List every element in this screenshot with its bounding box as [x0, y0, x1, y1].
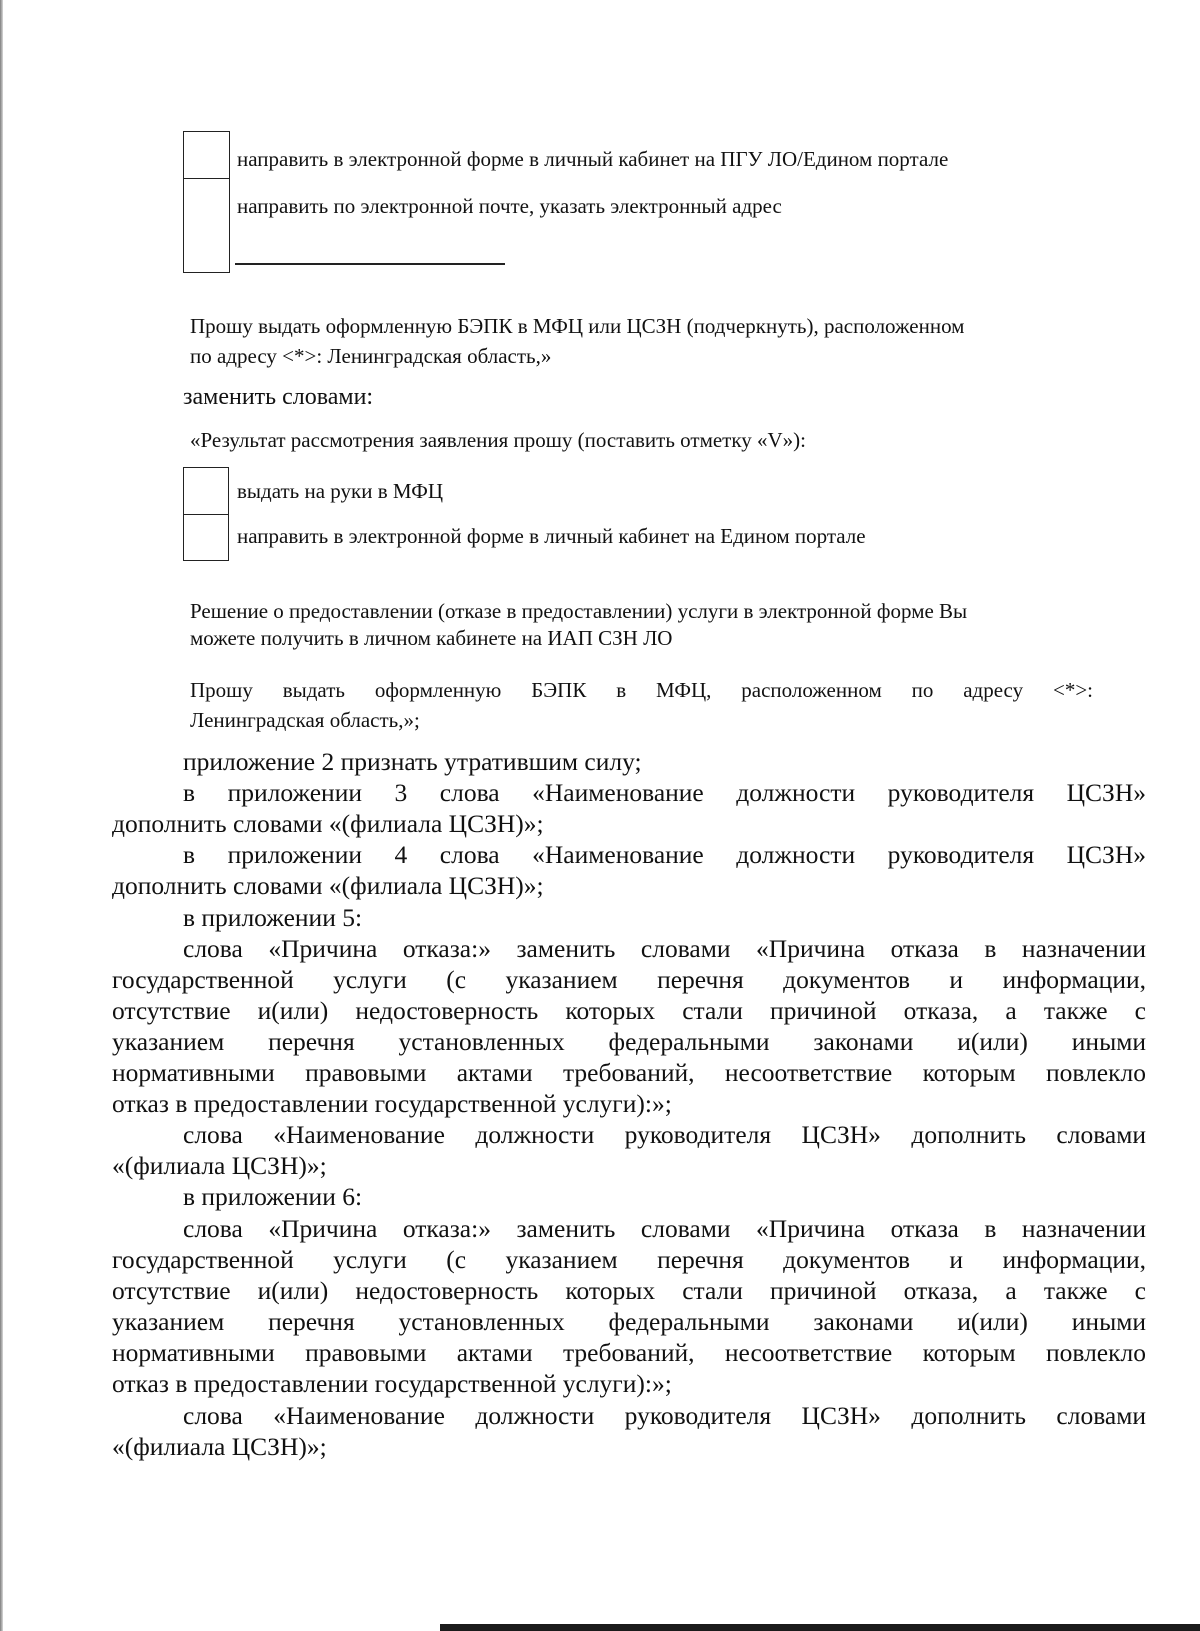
amendment-line: в приложении 4 слова «Наименование должности руководителя ЦСЗН» — [183, 840, 1146, 869]
email-address-line — [235, 263, 505, 265]
checkbox-new-option-2[interactable] — [183, 514, 229, 561]
amendment-line: в приложении 3 слова «Наименование должности руководителя ЦСЗН» — [183, 778, 1146, 807]
amendment-line: дополнить словами «(филиала ЦСЗН)»; — [112, 809, 544, 838]
new-issue-line-2: Ленинградская область,»; — [190, 708, 420, 732]
new-form-intro: «Результат рассмотрения заявления прошу (поставить отметку «V»): — [190, 428, 807, 452]
old-option-1-label: направить в электронной форме в личный кабинет на ПГУ ЛО/Едином портале — [237, 147, 949, 171]
decision-line-1: Решение о предоставлении (отказе в предоставлении) услуги в электронной форме Вы — [190, 599, 968, 623]
checkbox-new-option-1[interactable] — [183, 467, 229, 515]
amendment-line: нормативными правовыми актами требований, несоответствие которым повлекло — [112, 1338, 1146, 1367]
amendment-line: государственной услуги (с указанием перечня документов и информации, — [112, 965, 1146, 994]
old-option-2-label: направить по электронной почте, указать электронный адрес — [237, 194, 782, 218]
amendment-line: в приложении 6: — [183, 1182, 363, 1211]
old-issue-line-1: Прошу выдать оформленную БЭПК в МФЦ или ЦСЗН (подчеркнуть), расположенном — [190, 314, 965, 338]
new-issue-line-1: Прошу выдать оформленную БЭПК в МФЦ, расположенном по адресу <*>: — [190, 678, 1093, 702]
amendment-line: слова «Причина отказа:» заменить словами «Причина отказа в назначении — [183, 934, 1146, 963]
amendment-line: приложение 2 признать утратившим силу; — [183, 747, 642, 776]
scan-edge-bottom — [440, 1624, 1200, 1631]
new-option-1-label: выдать на руки в МФЦ — [237, 479, 444, 503]
replace-phrase: заменить словами: — [183, 384, 374, 410]
amendment-line: «(филиала ЦСЗН)»; — [112, 1432, 327, 1461]
amendment-line: слова «Причина отказа:» заменить словами «Причина отказа в назначении — [183, 1214, 1146, 1243]
checkbox-old-option-1[interactable] — [183, 131, 230, 179]
amendment-line: слова «Наименование должности руководителя ЦСЗН» дополнить словами — [183, 1401, 1146, 1430]
amendment-line: «(филиала ЦСЗН)»; — [112, 1151, 327, 1180]
amendment-line: дополнить словами «(филиала ЦСЗН)»; — [112, 871, 544, 900]
scan-edge-left — [0, 0, 3, 1631]
new-option-2-label: направить в электронной форме в личный кабинет на Едином портале — [237, 524, 866, 548]
amendment-line: слова «Наименование должности руководителя ЦСЗН» дополнить словами — [183, 1120, 1146, 1149]
amendment-line: отсутствие и(или) недостоверность которых стали причиной отказа, а также с — [112, 996, 1146, 1025]
decision-line-2: можете получить в личном кабинете на ИАП СЗН ЛО — [190, 626, 673, 650]
amendment-line: отказ в предоставлении государственной услуги):»; — [112, 1369, 672, 1398]
amendment-line: отказ в предоставлении государственной услуги):»; — [112, 1089, 672, 1118]
amendment-line: в приложении 5: — [183, 903, 363, 932]
amendment-line: указанием перечня установленных федеральными законами и(или) иными — [112, 1027, 1146, 1056]
old-issue-line-2: по адресу <*>: Ленинградская область,» — [190, 344, 552, 368]
amendment-line: нормативными правовыми актами требований, несоответствие которым повлекло — [112, 1058, 1146, 1087]
amendment-line: указанием перечня установленных федеральными законами и(или) иными — [112, 1307, 1146, 1336]
amendment-line: государственной услуги (с указанием перечня документов и информации, — [112, 1245, 1146, 1274]
checkbox-old-option-2[interactable] — [183, 178, 230, 273]
amendment-line: отсутствие и(или) недостоверность которых стали причиной отказа, а также с — [112, 1276, 1146, 1305]
